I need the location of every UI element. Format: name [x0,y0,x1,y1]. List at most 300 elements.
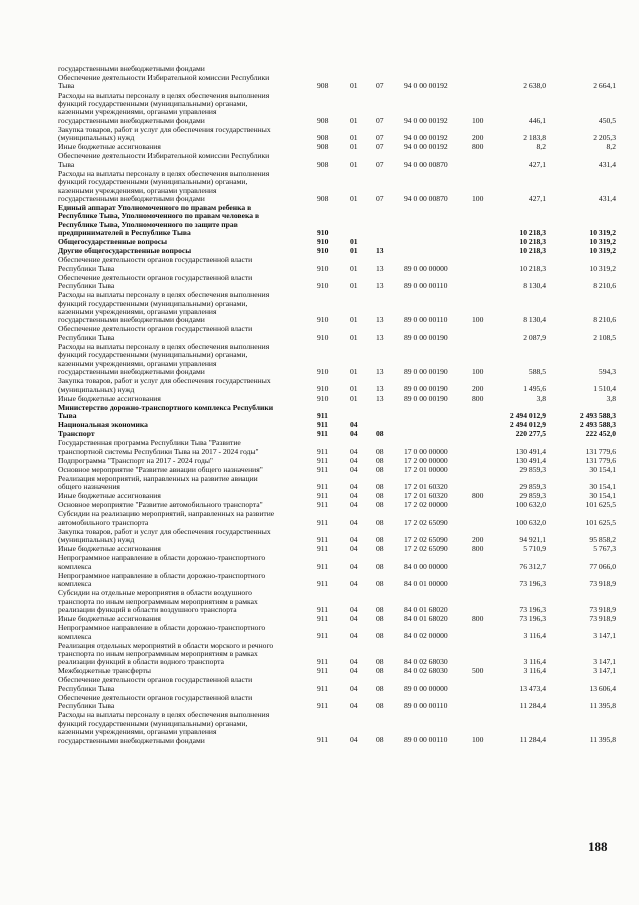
group-code: 911 [317,446,329,456]
row-name-line: Республики Тыва [58,281,115,291]
section-code: 01 [350,133,358,143]
row-name-line: Государственная программа Республики Тыва "Развитие [58,438,241,448]
amount-year-1: 10 218,3 [519,246,546,256]
amount-year-1: 3 116,4 [523,657,546,667]
row-name-line: Реализация мероприятий, направленных на развитие авиации [58,473,258,483]
group-code: 911 [317,579,329,589]
group-code: 908 [317,133,329,143]
section-code: 01 [350,281,358,291]
row-name [58,421,310,429]
row-name-line: Обеспечение деятельности органов государственной власти [58,255,253,265]
row-name-line: Республике Тыва, Уполномоченного по правам человека в [58,211,260,221]
amount-year-1: 8,2 [536,142,546,152]
section-code: 04 [350,561,358,571]
group-code: 908 [317,115,329,125]
amount-year-2: 3 147,1 [593,631,616,641]
row-name [58,256,310,273]
amount-year-1: 446,1 [528,115,546,125]
subsection-code: 08 [376,464,384,474]
expense-type-code: 100 [472,115,484,125]
target-article-code: 17 2 02 00000 [404,500,448,510]
subsection-code: 08 [376,657,384,667]
target-article-code: 89 0 00 00000 [404,263,448,273]
subsection-code: 08 [376,446,384,456]
row-name [58,624,310,641]
row-name-line: Подпрограмма "Транспорт на 2017 - 2024 годы" [58,455,214,465]
row-name-line: Расходы на выплаты персоналу в целях обеспечения выполнения [58,341,270,351]
amount-year-1: 2 183,8 [523,133,546,143]
row-name-line: государственными внебюджетными фондами [58,367,205,377]
expense-type-code: 200 [472,133,484,143]
row-name-line: Закупка товаров, работ и услуг для обеспечения государственных [58,124,271,134]
table-row [0,92,639,126]
subsection-code: 08 [376,614,384,623]
section-code: 04 [350,535,358,545]
group-code: 910 [317,263,329,273]
amount-year-2: 431,4 [598,159,616,169]
row-name-line: Межбюджетные трансферты [58,666,151,676]
row-name-line: Республики Тыва [58,683,115,693]
table-row [0,170,639,204]
section-code: 04 [350,500,358,510]
table-row [0,439,639,456]
table-row [0,589,639,614]
subsection-code: 08 [376,666,384,676]
subsection-code: 08 [376,604,384,614]
row-name-line: реализации функций в области воздушного транспорта [58,605,237,614]
target-article-code: 94 0 00 00192 [404,115,448,125]
amount-year-1: 130 491,4 [515,446,546,456]
row-name-line: комплекса [58,561,92,571]
group-code: 910 [317,281,329,291]
row-name-line: Субсидии на реализацию мероприятий, направленных на развитие [58,509,275,519]
row-name-line: функций государственными (муниципальными) органами, [58,177,248,187]
row-name-line: государственными внебюджетными фондами [58,735,205,745]
amount-year-2: 73 918,9 [589,614,616,623]
row-name [58,170,310,204]
group-code: 911 [317,561,329,571]
target-article-code: 89 0 00 00110 [404,281,448,291]
amount-year-1: 73 196,3 [519,614,546,623]
row-name [58,343,310,377]
subsection-code: 07 [376,115,384,125]
amount-year-2: 1 510,4 [593,384,616,394]
table-row [0,642,639,667]
row-name-line: Обеспечение деятельности Избирательной комиссии Республики [58,151,270,161]
amount-year-2: 101 625,5 [585,500,616,510]
expense-type-code: 800 [472,614,484,623]
section-code: 04 [350,455,358,465]
row-name [58,554,310,571]
row-name-line: Иные бюджетные ассигнования [58,491,161,501]
row-name-line: казенными учреждениями, органами управления [58,107,217,117]
group-code: 908 [317,159,329,169]
row-name-line: Обеспечение деятельности органов государственной власти [58,692,253,702]
subsection-code: 08 [376,701,384,711]
row-name-line: государственными внебюджетными фондами [58,193,205,203]
table-row [0,528,639,545]
row-name-line: предпринимателей в Республике Тыва [58,228,191,238]
table-row [0,395,639,403]
amount-year-2: 13 606,4 [589,683,616,693]
target-article-code: 84 0 01 00000 [404,579,448,589]
expense-type-code: 100 [472,315,484,325]
amount-year-1: 1 495,6 [523,384,546,394]
row-name [58,152,310,169]
row-name-line: Общегосударственные вопросы [58,237,168,247]
row-name-line: Республики Тыва [58,701,115,711]
group-code: 910 [317,332,329,342]
row-name-line: Расходы на выплаты персоналу в целях обеспечения выполнения [58,290,270,300]
expense-type-code: 200 [472,535,484,545]
expense-type-code: 800 [472,142,484,152]
row-name-line: Расходы на выплаты персоналу в целях обеспечения выполнения [58,710,270,720]
section-code: 04 [350,420,358,430]
amount-year-2: 11 395,8 [589,701,616,711]
amount-year-1: 73 196,3 [519,579,546,589]
amount-year-2: 95 858,2 [589,535,616,545]
target-article-code: 17 2 01 00000 [404,464,448,474]
group-code: 911 [317,701,329,711]
subsection-code: 13 [376,367,384,377]
row-name [58,126,310,143]
row-name-line: Министерство дорожно-транспортного комплекса Республики [58,402,274,412]
subsection-code: 07 [376,81,384,91]
row-name-line: Закупка товаров, работ и услуг для обеспечения государственных [58,526,271,536]
section-code: 01 [350,142,358,152]
row-name-line: казенными учреждениями, органами управления [58,358,217,368]
subsection-code: 13 [376,246,384,256]
row-name-line: (муниципальных) нужд [58,133,135,143]
row-name-line: реализации функций в области водного транспорта [58,657,224,667]
amount-year-2: 10 319,2 [589,228,616,238]
target-article-code: 84 0 00 00000 [404,561,448,571]
table-row [0,554,639,571]
subsection-code: 07 [376,142,384,152]
amount-year-1: 76 312,7 [519,561,546,571]
section-code: 01 [350,263,358,273]
row-name [58,642,310,667]
amount-year-2: 3,8 [606,393,616,403]
row-name-line: Расходы на выплаты персоналу в целях обеспечения выполнения [58,90,270,100]
group-code: 911 [317,420,328,430]
amount-year-2: 431,4 [598,193,616,203]
amount-year-2: 8 210,6 [593,281,616,291]
table-row [0,466,639,474]
amount-year-2: 101 625,5 [585,517,616,527]
amount-year-1: 100 632,0 [515,500,546,510]
subsection-code: 13 [376,384,384,394]
row-name [58,466,310,474]
section-code: 04 [350,701,358,711]
table-row [0,343,639,377]
target-article-code: 94 0 00 00870 [404,193,448,203]
target-article-code: 89 0 00 00190 [404,367,448,377]
row-name-line: Транспорт [58,429,95,439]
expense-type-code: 100 [472,367,484,377]
group-code: 911 [317,544,329,554]
amount-year-2: 131 779,6 [585,446,616,456]
row-name-line: транспорта по иным непрограммным мероприятиям в рамках [58,596,258,606]
group-code: 910 [317,367,329,377]
row-name [58,475,310,492]
table-row [0,291,639,325]
subsection-code: 07 [376,193,384,203]
table-row [0,74,639,91]
group-code: 911 [317,429,328,439]
amount-year-1: 94 921,1 [519,535,546,545]
target-article-code: 89 0 00 00110 [404,701,448,711]
group-code: 910 [317,384,329,394]
amount-year-1: 2 494 012,9 [509,420,546,430]
row-name-line: комплекса [58,579,92,589]
subsection-code: 08 [376,455,384,465]
group-code: 908 [317,142,329,152]
amount-year-2: 10 319,2 [589,237,616,247]
target-article-code: 89 0 00 00110 [404,735,448,745]
section-code: 04 [350,579,358,589]
row-name-line: функций государственными (муниципальными) органами, [58,98,248,108]
amount-year-2: 77 066,0 [589,561,616,571]
target-article-code: 94 0 00 00192 [404,133,448,143]
row-name-line: (муниципальных) нужд [58,384,135,394]
amount-year-1: 100 632,0 [515,517,546,527]
table-row [0,711,639,745]
target-article-code: 84 0 02 68030 [404,657,448,667]
subsection-code: 13 [376,263,384,273]
row-name-line: Республики Тыва [58,332,115,342]
target-article-code: 17 2 01 60320 [404,482,448,492]
row-name-line: комплекса [58,631,92,641]
table-row [0,325,639,342]
section-code: 04 [350,517,358,527]
row-name-line: Расходы на выплаты персоналу в целях обеспечения выполнения [58,168,270,178]
row-name-line: автомобильного транспорта [58,517,149,527]
amount-year-2: 5 767,3 [593,544,616,554]
section-code: 04 [350,429,358,439]
row-name-line: Тыва [58,411,77,420]
amount-year-2: 2 664,1 [593,81,616,91]
amount-year-1: 8 130,4 [523,281,546,291]
target-article-code: 17 2 02 65090 [404,544,448,554]
row-name-line: Субсидии на отдельные мероприятия в области воздушного [58,588,252,598]
table-row [0,256,639,273]
table-row [0,457,639,465]
group-code: 910 [317,393,329,403]
amount-year-2: 11 395,8 [589,735,616,745]
target-article-code: 84 0 02 68030 [404,666,448,676]
section-code: 01 [350,246,358,256]
target-article-code: 89 0 00 00000 [404,683,448,693]
section-code: 01 [350,315,358,325]
section-code: 04 [350,657,358,667]
section-code: 01 [350,115,358,125]
amount-year-2: 2 108,5 [593,332,616,342]
row-name-line: Единый аппарат Уполномоченного по правам ребенка в [58,202,252,212]
row-name-line: (муниципальных) нужд [58,535,135,545]
amount-year-2: 2 493 588,3 [579,410,616,420]
target-article-code: 89 0 00 00190 [404,384,448,394]
table-row [0,676,639,693]
section-code: 01 [350,332,358,342]
group-code: 910 [317,228,329,238]
amount-year-2: 594,3 [598,367,616,377]
group-code: 911 [317,491,329,501]
row-name-line: Обеспечение деятельности Избирательной комиссии Республики [58,73,270,82]
row-name-line: Республики Тыва [58,263,115,273]
subsection-code: 08 [376,491,384,501]
row-name-line: Обеспечение деятельности органов государственной власти [58,272,253,282]
row-name [58,711,310,745]
table-row [0,694,639,711]
group-code: 911 [317,517,329,527]
section-code: 04 [350,666,358,676]
row-name-line: Тыва [58,81,75,91]
table-row [0,204,639,238]
group-code: 911 [317,604,329,614]
table-row [0,126,639,143]
row-name-line: Непрограммное направление в области дорожно-транспортного [58,570,266,580]
row-name-line: Иные бюджетные ассигнования [58,393,161,403]
expense-type-code: 100 [472,735,484,745]
row-name-line: Реализация отдельных мероприятий в области морского и речного [58,640,274,650]
expense-type-code: 800 [472,393,484,403]
amount-year-1: 2 638,0 [523,81,546,91]
group-code: 910 [317,315,329,325]
table-row [0,510,639,527]
row-name [58,92,310,126]
group-code: 911 [317,735,329,745]
row-name [58,528,310,545]
row-name [58,439,310,456]
expense-type-code: 200 [472,384,484,394]
target-article-code: 17 2 02 65090 [404,535,448,545]
amount-year-1: 13 473,4 [519,683,546,693]
row-name-line: функций государственными (муниципальными) органами, [58,718,248,728]
target-article-code: 94 0 00 00192 [404,142,448,152]
target-article-code: 89 0 00 00190 [404,393,448,403]
row-name-line: Другие общегосударственные вопросы [58,246,192,256]
group-code: 911 [317,464,329,474]
row-name-line: казенными учреждениями, органами управления [58,307,217,316]
amount-year-1: 11 284,4 [519,701,546,711]
expense-type-code: 800 [472,491,484,501]
amount-year-1: 8 130,4 [523,315,546,325]
section-code: 04 [350,491,358,501]
target-article-code: 89 0 00 00110 [404,315,448,325]
section-code: 04 [350,683,358,693]
amount-year-2: 10 319,2 [589,246,616,256]
group-code: 911 [317,657,329,667]
row-name [58,377,310,394]
section-code: 04 [350,464,358,474]
row-name-line: функций государственными (муниципальными) органами, [58,350,248,360]
group-code: 908 [317,81,329,91]
target-article-code: 94 0 00 00192 [404,81,448,91]
expense-type-code: 100 [472,193,484,203]
target-article-code: 17 2 00 00000 [404,455,448,465]
section-code: 04 [350,631,358,641]
table-row [0,624,639,641]
row-name-line: казенными учреждениями, органами управления [58,185,217,195]
row-name [58,291,310,325]
row-name-line: Закупка товаров, работ и услуг для обеспечения государственных [58,376,271,386]
amount-year-2: 2 493 588,3 [579,420,616,430]
row-name-line: Обеспечение деятельности органов государственной власти [58,324,253,334]
section-code: 01 [350,159,358,169]
subsection-code: 13 [376,315,384,325]
row-name-line: государственными внебюджетными фондами [58,64,205,73]
subsection-code: 08 [376,535,384,545]
section-code: 01 [350,81,358,91]
section-code: 04 [350,735,358,745]
expense-type-code: 500 [472,666,484,676]
table-row [0,274,639,291]
row-name-line: Иные бюджетные ассигнования [58,544,161,554]
row-name [58,589,310,614]
target-article-code: 84 0 01 68020 [404,614,448,623]
amount-year-1: 588,5 [528,367,546,377]
amount-year-1: 10 218,3 [519,237,546,247]
row-name-line: государственными внебюджетными фондами [58,315,205,325]
table-row [0,572,639,589]
target-article-code: 17 0 00 00000 [404,446,448,456]
amount-year-2: 10 319,2 [589,263,616,273]
subsection-code: 08 [376,561,384,571]
subsection-code: 08 [376,500,384,510]
target-article-code: 94 0 00 00870 [404,159,448,169]
target-article-code: 17 2 01 60320 [404,491,448,501]
amount-year-2: 450,5 [598,115,616,125]
amount-year-1: 10 218,3 [519,263,546,273]
amount-year-2: 73 918,9 [589,579,616,589]
subsection-code: 08 [376,631,384,641]
subsection-code: 07 [376,133,384,143]
row-name-line: Республике Тыва, Уполномоченного по защите прав [58,219,238,229]
section-code: 01 [350,393,358,403]
expense-type-code: 800 [472,544,484,554]
amount-year-2: 2 205,3 [593,133,616,143]
page-number: 188 [588,839,608,854]
section-code: 04 [350,614,358,623]
amount-year-1: 3 116,4 [523,631,546,641]
subsection-code: 08 [376,735,384,745]
row-name-line: функций государственными (муниципальными) органами, [58,298,248,308]
subsection-code: 08 [376,579,384,589]
amount-year-2: 131 779,6 [585,455,616,465]
row-name [58,204,310,238]
amount-year-1: 2 494 012,9 [509,410,546,420]
row-name-line: государственными внебюджетными фондами [58,115,205,125]
amount-year-1: 427,1 [528,159,546,169]
section-code: 04 [350,482,358,492]
row-name [58,74,310,91]
amount-year-1: 29 859,3 [519,464,546,474]
row-name [58,325,310,342]
row-name-line: общего назначения [58,482,120,492]
group-code: 910 [317,237,329,247]
group-code: 911 [317,683,329,693]
row-name-line: Тыва [58,159,75,169]
amount-year-2: 3 147,1 [593,657,616,667]
subsection-code: 07 [376,159,384,169]
subsection-code: 08 [376,544,384,554]
group-code: 911 [317,535,329,545]
amount-year-2: 3 147,1 [593,666,616,676]
subsection-code: 08 [376,683,384,693]
section-code: 01 [350,237,358,247]
section-code: 04 [350,604,358,614]
